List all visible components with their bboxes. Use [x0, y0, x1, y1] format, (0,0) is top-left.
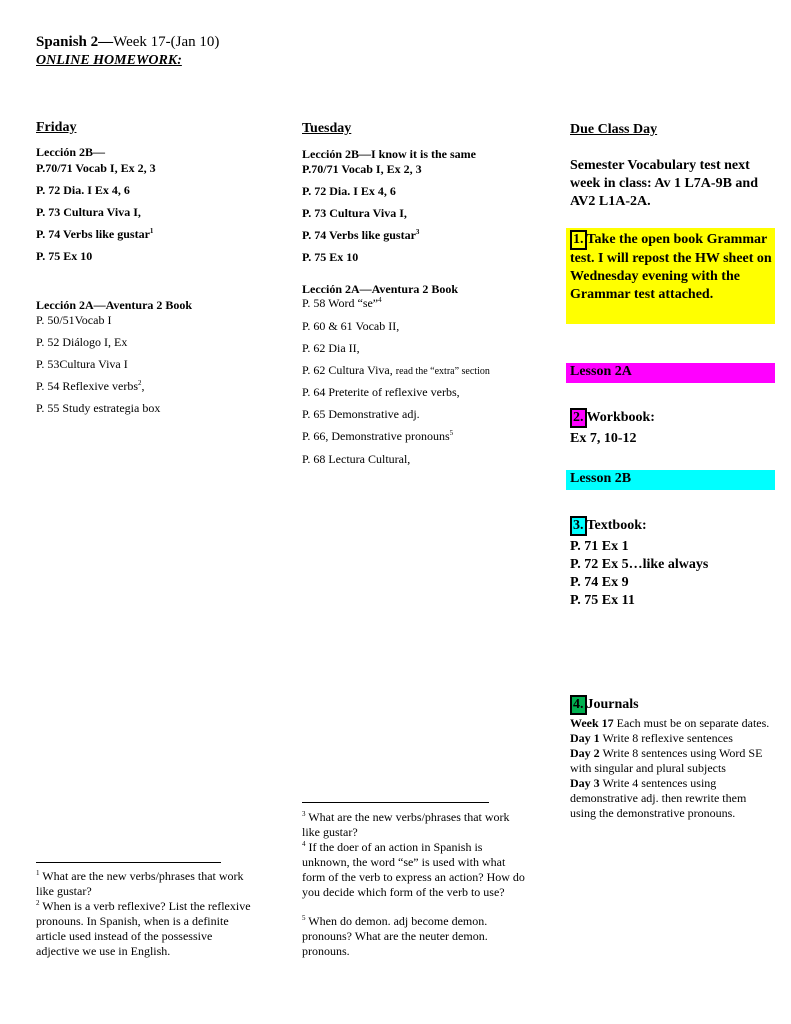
tuesday-2a-item: P. 64 Preterite of reflexive verbs,	[302, 385, 460, 399]
journal-line-text: Each must be on separate dates.	[613, 716, 770, 730]
footnote-3	[302, 810, 524, 840]
tuesday-2a-item: P. 62 Dia II,	[302, 341, 360, 355]
journals-label: Journals	[586, 697, 639, 712]
friday-2a-item: P. 52 Diálogo I, Ex	[36, 335, 128, 349]
footnote-ref-3[interactable]: 3	[415, 228, 420, 236]
journal-line-text: Write 8 sentences using Word SE with singular and plural subjects	[570, 746, 763, 775]
due-heading: Due Class Day	[570, 122, 658, 137]
tuesday-2a-item: P. 60 & 61 Vocab II,	[302, 319, 400, 333]
journals-heading	[570, 695, 639, 715]
journal-line-text: Write 4 sentences using demonstrative adj. then rewrite them using the demonstrative pronouns.	[570, 776, 747, 820]
item-number-3: 3.	[570, 516, 587, 536]
tuesday-2b-item	[302, 228, 419, 243]
friday-heading: Friday	[36, 120, 77, 135]
tuesday-leccion-2a-title: Lección 2A—Aventura 2 Book	[302, 282, 459, 296]
journal-line	[570, 746, 770, 776]
footnote-ref-1[interactable]: 1	[149, 227, 154, 235]
footnote-3-text: What are the new verbs/phrases that work like gustar?	[302, 810, 510, 839]
friday-2a-reflexive-tail: ,	[141, 379, 145, 393]
friday-2a-item: P. 50/51Vocab I	[36, 313, 112, 327]
lesson-2a-bar	[566, 363, 775, 383]
footnote-separator	[302, 802, 489, 803]
footnote-ref-5[interactable]: 5	[449, 429, 454, 437]
friday-2b-item: P. 72 Dia. I Ex 4, 6	[36, 183, 130, 197]
journal-line-label: Day 1	[570, 731, 600, 745]
journal-line	[570, 716, 770, 731]
tuesday-2b-gustar-text: P. 74 Verbs like gustar	[302, 228, 416, 242]
journal-line-label: Day 2	[570, 746, 600, 760]
tuesday-2a-pronouns-text: P. 66, Demonstrative pronouns	[302, 429, 450, 443]
tuesday-2a-cultura-text: P. 62 Cultura Viva,	[302, 363, 396, 377]
footnote-separator	[36, 862, 221, 863]
textbook-item: P. 75 Ex 11	[570, 593, 635, 608]
item-number-4: 4.	[570, 695, 587, 715]
friday-2b-item: P. 73 Cultura Viva I,	[36, 205, 141, 219]
journal-line	[570, 731, 770, 746]
tuesday-leccion-2b-title: Lección 2B—I know it is the same	[302, 147, 476, 161]
lesson-2b-label: Lesson 2B	[570, 471, 632, 486]
footnote-5	[302, 914, 527, 959]
textbook-item: P. 71 Ex 1	[570, 539, 629, 554]
footnote-4-number: 4	[302, 840, 306, 848]
journal-instructions	[570, 716, 770, 821]
textbook-heading	[570, 516, 647, 536]
footnote-5-number: 5	[302, 914, 306, 922]
grammar-test-box	[566, 228, 775, 324]
footnote-2-text: When is a verb reflexive? List the reflexive pronouns. In Spanish, when is a definite article used instead of the possessive adjective we use in English.	[36, 899, 251, 958]
friday-2b-item: P.70/71 Vocab I, Ex 2, 3	[36, 161, 156, 175]
workbook-heading	[570, 408, 655, 428]
tuesday-2a-item	[302, 429, 453, 444]
footnote-5-text: When do demon. adj become demon. pronouns? What are the neuter demon. pronouns.	[302, 914, 488, 958]
page-title-week: Week 17-(Jan 10)	[113, 34, 220, 50]
tuesday-2a-cultura-note: read the “extra” section	[395, 366, 490, 377]
tuesday-2a-se-text: P. 58 Word “se”	[302, 296, 379, 310]
footnote-2	[36, 899, 258, 959]
item-number-1: 1.	[570, 230, 587, 250]
footnote-4-text: If the doer of an action in Spanish is unknown, the word “se” is used with what form of the verb to express an action? How do you decide which form of the verb to use?	[302, 840, 525, 899]
journal-line	[570, 776, 770, 821]
footnote-4	[302, 840, 527, 900]
tuesday-2a-item: P. 68 Lectura Cultural,	[302, 452, 411, 466]
tuesday-2b-item: P.70/71 Vocab I, Ex 2, 3	[302, 162, 422, 176]
friday-2a-item: P. 53Cultura Viva I	[36, 357, 128, 371]
lesson-2b-bar	[566, 470, 775, 490]
item-number-2: 2.	[570, 408, 587, 428]
friday-leccion-2b-title: Lección 2B—	[36, 145, 105, 159]
tuesday-2a-item	[302, 363, 490, 379]
tuesday-2b-item: P. 72 Dia. I Ex 4, 6	[302, 184, 396, 198]
textbook-label: Textbook:	[586, 518, 647, 533]
friday-2a-item: P. 55 Study estrategia box	[36, 401, 161, 415]
footnote-1-number: 1	[36, 869, 40, 877]
page-subtitle: ONLINE HOMEWORK:	[36, 53, 182, 68]
footnote-1-text: What are the new verbs/phrases that work like gustar?	[36, 869, 244, 898]
friday-2a-reflexive-text: P. 54 Reflexive verbs	[36, 379, 138, 393]
tuesday-2b-item: P. 75 Ex 10	[302, 250, 359, 264]
friday-leccion-2a-title: Lección 2A—Aventura 2 Book	[36, 298, 193, 312]
footnote-ref-2[interactable]: 2	[137, 379, 142, 387]
semester-vocab-note: Semester Vocabulary test next week in class: Av 1 L7A-9B and AV2 L1A-2A.	[570, 158, 758, 209]
friday-2b-item: P. 75 Ex 10	[36, 249, 93, 263]
tuesday-2a-item	[302, 296, 382, 311]
journal-line-label: Week 17	[570, 716, 614, 730]
footnote-1	[36, 869, 258, 899]
footnote-3-number: 3	[302, 810, 306, 818]
friday-2b-item	[36, 227, 153, 242]
page-title	[36, 33, 219, 51]
page-title-course: Spanish 2—	[36, 34, 114, 50]
journal-line-label: Day 3	[570, 776, 600, 790]
friday-2a-item	[36, 379, 144, 394]
workbook-text: Ex 7, 10-12	[570, 431, 637, 446]
workbook-label: Workbook:	[586, 410, 655, 425]
tuesday-2b-item: P. 73 Cultura Viva I,	[302, 206, 407, 220]
footnote-ref-4[interactable]: 4	[378, 296, 382, 304]
friday-2b-gustar-text: P. 74 Verbs like gustar	[36, 227, 150, 241]
tuesday-heading: Tuesday	[302, 121, 352, 136]
grammar-test-text: Take the open book Grammar test. I will repost the HW sheet on Wednesday evening with the Grammar test attached.	[570, 232, 772, 302]
lesson-2a-label: Lesson 2A	[570, 364, 632, 379]
textbook-item: P. 74 Ex 9	[570, 575, 629, 590]
footnote-2-number: 2	[36, 899, 40, 907]
textbook-item: P. 72 Ex 5…like always	[570, 557, 709, 572]
tuesday-2a-item: P. 65 Demonstrative adj.	[302, 407, 420, 421]
journal-line-text: Write 8 reflexive sentences	[599, 731, 733, 745]
